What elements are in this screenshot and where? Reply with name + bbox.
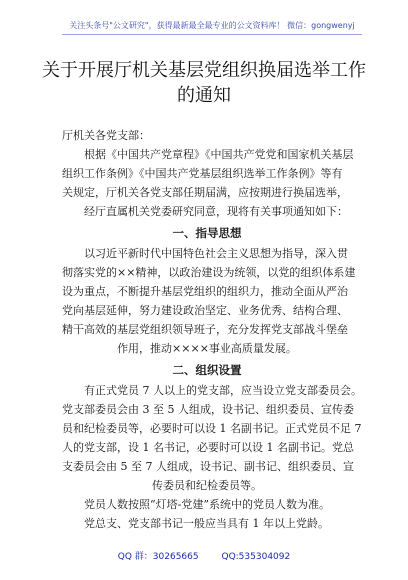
text-line: 设为重点，不断提升基层党组织的组织力，推动全面从严治 [62,285,348,298]
text-line: 有正式党员 7 人以上的党支部，应当设立党支部委员会。 [84,384,362,397]
text-line: 根据《中国共产党章程》《中国共产党党和国家机关基层 [84,148,354,161]
text-line: 关规定，厅机关各党支部任期届满，应按期进行换届选举， [62,186,348,199]
text-line: 党总支、党支部书记一般应当具有 1 年以上党龄。 [84,517,329,530]
text-line: 作用，推动××××事业高质量发展。 [117,342,297,355]
document-body [62,120,362,533]
section-heading-organization: 二、组织设置 [172,363,242,377]
text-line: 党员人数按照“灯塔-党建”系统中的党员人数为准。 [84,498,330,511]
text-line: 党向基层延伸，努力建设政治坚定、业务优秀、结构合理、 [62,304,348,317]
text-line: 精干高效的基层党组织领导班子，充分发挥党支部战斗堡垒 [62,323,348,336]
intro-paragraph [62,145,352,221]
title-line: 关于开展厅机关基层党组织换届选举工作 [42,60,366,81]
text-line: 传委员和纪检委员等。 [152,479,262,492]
section1-paragraph [62,244,356,358]
document-title [30,58,378,108]
salutation: 厅机关各党支部： [62,129,150,142]
text-line: 组织工作条例》《中国共产党基层组织选举工作条例》等有 [62,167,343,180]
text-line: 经厅直属机关党委研究同意，现将有关事项通知如下： [84,205,348,218]
footer-contact [0,549,408,562]
section2-paragraph [62,381,362,495]
qq-text: QQ:535304092 [221,552,291,562]
text-line: 员和纪检委员等，必要时可以设 1 名副书记。正式党员不足 7 [62,422,362,435]
text-line: 党支部委员会由 3 至 5 人组成，设书记、组织委员、宣传委 [62,403,354,416]
text-line: 支委员会由 5 至 7 人组成，设书记、副书记、组织委员、宣 [62,460,354,473]
promo-banner: 关注头条号"公文研究"，获得最新最全最专业的公文资料库！ 微信：gongwenyj [62,20,362,35]
qq-group-text: QQ 群：30265665 [117,552,199,562]
text-line: 人的党支部，设 1 名书记，必要时可以设 1 名副书记。党总 [62,441,354,454]
text-line: 以习近平新时代中国特色社会主义思想为指导，深入贯 [84,247,348,260]
title-line: 的通知 [177,85,231,106]
section-heading-guiding-ideology: 一、指导思想 [172,226,242,240]
note-paragraph [62,495,352,533]
text-line: 彻落实党的××精神，以政治建设为统领，以党的组织体系建 [62,266,356,279]
